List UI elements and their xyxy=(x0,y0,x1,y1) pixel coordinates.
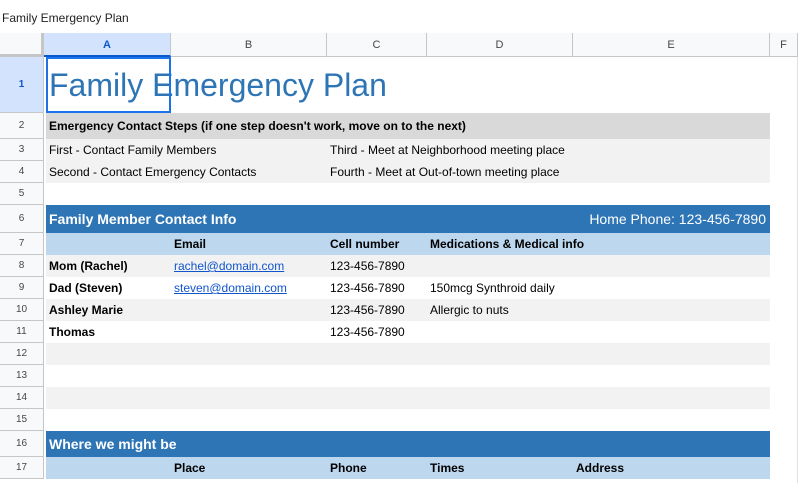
sheet-title[interactable]: Family Emergency Plan xyxy=(49,66,387,103)
member-name[interactable]: Ashley Marie xyxy=(49,303,124,317)
spreadsheet-grid[interactable] xyxy=(0,33,798,483)
step-first[interactable]: First - Contact Family Members xyxy=(49,143,217,157)
row-header-6[interactable]: 6 xyxy=(0,205,44,233)
column-header-c[interactable]: C xyxy=(327,33,427,57)
row-header-9[interactable]: 9 xyxy=(0,277,44,299)
contact-headers-band xyxy=(46,233,770,255)
row-band xyxy=(46,299,770,321)
member-email-link[interactable]: rachel@domain.com xyxy=(174,259,285,273)
select-all-corner[interactable] xyxy=(0,33,44,57)
row-header-13[interactable]: 13 xyxy=(0,365,44,387)
row-header-17[interactable]: 17 xyxy=(0,457,44,479)
member-medical[interactable]: 150mcg Synthroid daily xyxy=(430,281,555,295)
where-headers-band xyxy=(46,457,770,479)
member-name[interactable]: Mom (Rachel) xyxy=(49,259,128,273)
step-fourth[interactable]: Fourth - Meet at Out-of-town meeting place xyxy=(330,165,560,179)
row-header-16[interactable]: 16 xyxy=(0,431,44,457)
where-section-title[interactable]: Where we might be xyxy=(49,436,177,452)
row-header-11[interactable]: 11 xyxy=(0,321,44,343)
member-cell[interactable]: 123-456-7890 xyxy=(330,281,405,295)
row-header-8[interactable]: 8 xyxy=(0,255,44,277)
column-header-b[interactable]: B xyxy=(171,33,327,57)
header-place[interactable]: Place xyxy=(174,461,206,475)
header-phone[interactable]: Phone xyxy=(330,461,367,475)
column-header-e[interactable]: E xyxy=(573,33,770,57)
row-header-10[interactable]: 10 xyxy=(0,299,44,321)
column-header-a[interactable]: A xyxy=(44,33,171,57)
column-header-f[interactable]: F xyxy=(770,33,798,57)
step-third[interactable]: Third - Meet at Neighborhood meeting place xyxy=(330,143,565,157)
home-phone[interactable]: Home Phone: 123-456-7890 xyxy=(589,211,766,227)
header-email[interactable]: Email xyxy=(174,237,207,251)
header-cell-number[interactable]: Cell number xyxy=(330,237,400,251)
row-header-7[interactable]: 7 xyxy=(0,233,44,255)
window-title-bar xyxy=(0,0,798,34)
row-header-12[interactable]: 12 xyxy=(0,343,44,365)
member-email-link[interactable]: steven@domain.com xyxy=(174,281,287,295)
row-band xyxy=(46,387,770,409)
contact-section-title[interactable]: Family Member Contact Info xyxy=(49,211,237,227)
column-header-d[interactable]: D xyxy=(427,33,573,57)
header-times[interactable]: Times xyxy=(430,461,465,475)
row-header-1[interactable]: 1 xyxy=(0,57,44,113)
window-title: Family Emergency Plan xyxy=(2,11,129,25)
row-header-14[interactable]: 14 xyxy=(0,387,44,409)
member-name[interactable]: Thomas xyxy=(49,325,96,339)
row-header-5[interactable]: 5 xyxy=(0,183,44,205)
header-medical-info[interactable]: Medications & Medical info xyxy=(430,237,585,251)
row-header-15[interactable]: 15 xyxy=(0,409,44,431)
step-second[interactable]: Second - Contact Emergency Contacts xyxy=(49,165,257,179)
member-name[interactable]: Dad (Steven) xyxy=(49,281,123,295)
row-header-2[interactable]: 2 xyxy=(0,113,44,139)
member-cell[interactable]: 123-456-7890 xyxy=(330,303,405,317)
steps-header[interactable]: Emergency Contact Steps (if one step doesn't work, move on to the next) xyxy=(49,119,466,133)
member-cell[interactable]: 123-456-7890 xyxy=(330,325,405,339)
row-band xyxy=(46,343,770,365)
member-medical[interactable]: Allergic to nuts xyxy=(430,303,509,317)
row-header-4[interactable]: 4 xyxy=(0,161,44,183)
header-address[interactable]: Address xyxy=(576,461,625,475)
member-cell[interactable]: 123-456-7890 xyxy=(330,259,405,273)
row-band xyxy=(46,255,770,277)
row-header-3[interactable]: 3 xyxy=(0,139,44,161)
